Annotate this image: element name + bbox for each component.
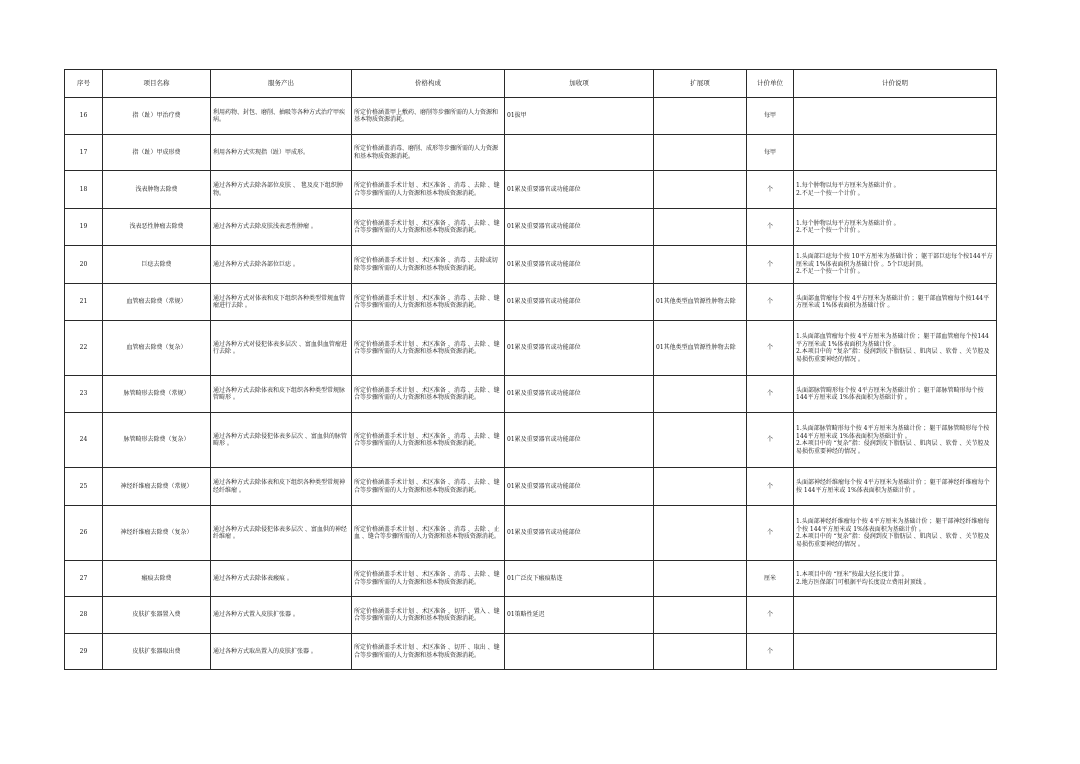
header-add: 加收项 [505, 70, 654, 98]
cell-unit: 个 [747, 634, 794, 670]
cell-unit: 个 [747, 284, 794, 321]
cell-name: 脉管畸形去除费（复杂） [103, 413, 211, 468]
cell-unit: 个 [747, 376, 794, 413]
table-row [65, 468, 997, 506]
cell-price: 所定价格涵盖手术计划 、术区准备 、消毒 、去除 、缝合等步骤所需的人力资源和基本物质资源消耗。 [352, 209, 505, 246]
table-row [65, 135, 997, 171]
cell-add: 01策略性延迟 [505, 597, 654, 634]
cell-ext [654, 209, 747, 246]
cell-name: 脉管畸形去除费（常规） [103, 376, 211, 413]
cell-ext [654, 506, 747, 561]
cell-price: 所定价格涵盖手术计划 、术区准备 、消毒 、去除或切除等步骤所需的人力资源和基本物质资源消耗。 [352, 246, 505, 284]
header-unit: 计价单位 [747, 70, 794, 98]
cell-output: 通过各种方式去除侵犯体表多层次 、富血供的神经纤维瘤 。 [211, 506, 352, 561]
cell-name: 指（趾）甲治疗费 [103, 98, 211, 135]
cell-seq: 17 [65, 135, 103, 171]
cell-ext [654, 634, 747, 670]
cell-note: 1.头面部脉管畸形每个按 4平方厘米为基础计价 ；躯干部脉管畸形每个按 144平方厘米或 1%体表面积为基础计价 。 2.本项目中的 “复杂”指：侵润到皮下脂肪层 、肌肉层 、软骨 、关节腔及易损伤重要神经的情况 。 [794, 413, 997, 468]
cell-price: 所定价格涵盖消毒、磨削、成形等步骤所需的人力资源和基本物质资源消耗。 [352, 135, 505, 171]
header-note: 计价说明 [794, 70, 997, 98]
cell-output: 通过各种方式去除侵犯体表多层次 、富血供的脉管畸形 。 [211, 413, 352, 468]
cell-note [794, 597, 997, 634]
cell-note: 头面部脉管畸形每个按 4平方厘米为基础计价 ；躯干部脉管畸形每个按 144平方厘米或 1%体表面积为基础计价 。 [794, 376, 997, 413]
cell-seq: 16 [65, 98, 103, 135]
cell-note: 1.每个肿物以每平方厘米为基础计价 。 2.不足一个按一个计价 。 [794, 209, 997, 246]
cell-unit: 个 [747, 468, 794, 506]
cell-seq: 24 [65, 413, 103, 468]
cell-ext: 01其他类型血管源性肿物去除 [654, 321, 747, 376]
cell-seq: 22 [65, 321, 103, 376]
table-row [65, 209, 997, 246]
cell-price: 所定价格涵盖手术计划 、术区准备 、消毒 、去除 、止血 、缝合等步骤所需的人力资源和基本物质资源消耗。 [352, 506, 505, 561]
cell-output: 通过各种方式置入皮肤扩张器 。 [211, 597, 352, 634]
cell-note [794, 634, 997, 670]
header-name: 项目名称 [103, 70, 211, 98]
cell-seq: 27 [65, 561, 103, 597]
cell-output: 通过各种方式去除体表瘢痕 。 [211, 561, 352, 597]
table-row [65, 413, 997, 468]
cell-output: 通过各种方式去除各部位皮肤 、 毯及皮下组织肿物。 [211, 171, 352, 209]
cell-name: 巨痣去除费 [103, 246, 211, 284]
cell-price: 所定价格涵盖手术计划 、术区准备 、消毒 、去除 、缝合等步骤所需的人力资源和基本物质资源消耗。 [352, 468, 505, 506]
table-row [65, 171, 997, 209]
cell-price: 所定价格涵盖手术计划 、术区准备 、消毒 、去除 、缝合等步骤所需的人力资源和基本物质资源消耗。 [352, 284, 505, 321]
cell-ext [654, 468, 747, 506]
cell-add: 01累及重要器官或功能部位 [505, 284, 654, 321]
table-row [65, 506, 997, 561]
cell-unit: 厘米 [747, 561, 794, 597]
cell-add: 01累及重要器官或功能部位 [505, 321, 654, 376]
header-ext: 扩展项 [654, 70, 747, 98]
cell-add: 01累及重要器官或功能部位 [505, 171, 654, 209]
cell-seq: 21 [65, 284, 103, 321]
cell-unit: 每甲 [747, 135, 794, 171]
cell-add: 01广泛皮下瘢痕粘连 [505, 561, 654, 597]
cell-output: 利用药物、封包、磨削、抽吸等各种方式治疗甲疾病。 [211, 98, 352, 135]
cell-add: 01累及重要器官或功能部位 [505, 413, 654, 468]
cell-output: 通过各种方式去除各部位巨痣 。 [211, 246, 352, 284]
cell-add [505, 135, 654, 171]
cell-seq: 18 [65, 171, 103, 209]
cell-add: 01累及重要器官或功能部位 [505, 468, 654, 506]
table-row [65, 321, 997, 376]
cell-name: 浅表肿物去除费 [103, 171, 211, 209]
cell-price: 所定价格涵盖手术计划 、术区准备 、切开 、取出 、缝合等步骤所需的人力资源和基本物质资源消耗。 [352, 634, 505, 670]
table-header-row [65, 70, 997, 98]
cell-add: 01拔甲 [505, 98, 654, 135]
cell-unit: 个 [747, 321, 794, 376]
cell-note: 1.每个肿物以每平方厘米为基础计价 。 2.不足一个按一个计价 。 [794, 171, 997, 209]
header-output: 服务产出 [211, 70, 352, 98]
cell-add: 01累及重要器官或功能部位 [505, 506, 654, 561]
cell-note: 1.本项目中的 “厘米”按最大径长度计算 。 2.地方医保部门可根据平均长度设立费用封顶线 。 [794, 561, 997, 597]
cell-unit: 个 [747, 209, 794, 246]
table-row [65, 98, 997, 135]
cell-seq: 19 [65, 209, 103, 246]
cell-note: 头面部血管瘤每个按 4平方厘米为基础计价 ；躯干部血管瘤每个按144平方厘米或 1%体表面积为基础计价 。 [794, 284, 997, 321]
cell-output: 通过各种方式对侵犯体表多层次 、富血供血管瘤进行去除 。 [211, 321, 352, 376]
cell-output: 通过各种方式对体表和皮下组织各种类型常规血管瘤进行去除 。 [211, 284, 352, 321]
cell-ext: 01其他类型血管源性肿物去除 [654, 284, 747, 321]
cell-ext [654, 246, 747, 284]
cell-unit: 个 [747, 171, 794, 209]
cell-unit: 个 [747, 246, 794, 284]
cell-ext [654, 171, 747, 209]
cell-note: 头面部神经纤维瘤每个按 4平方厘米为基础计价 ；躯干部神经纤维瘤每个按 144平方厘米或 1%体表面积为基础计价 。 [794, 468, 997, 506]
cell-output: 通过各种方式去除体表和皮下组织各种类型常规神经纤维瘤 。 [211, 468, 352, 506]
fee-table [64, 69, 997, 670]
cell-note: 1.头面部血管瘤每个按 4平方厘米为基础计价 ；躯干部血管瘤每个按144平方厘米或 1%体表面积为基础计价 。 2.本项目中的 “复杂”指：侵润到皮下脂肪层 、肌肉层 、软骨 、关节腔及易损伤重要神经的情况 。 [794, 321, 997, 376]
cell-unit: 每甲 [747, 98, 794, 135]
cell-name: 血管瘤去除费（复杂） [103, 321, 211, 376]
cell-seq: 20 [65, 246, 103, 284]
cell-add: 01累及重要器官或功能部位 [505, 376, 654, 413]
cell-seq: 28 [65, 597, 103, 634]
cell-note [794, 98, 997, 135]
cell-unit: 个 [747, 597, 794, 634]
table-row [65, 597, 997, 634]
cell-name: 指（趾）甲成形费 [103, 135, 211, 171]
cell-price: 所定价格涵盖手术计划 、术区准备 、消毒 、去除 、缝合等步骤所需的人力资源和基本物质资源消耗。 [352, 376, 505, 413]
cell-add: 01累及重要器官或功能部位 [505, 209, 654, 246]
cell-price: 所定价格涵盖手术计划 、术区准备 、消毒 、去除 、缝合等步骤所需的人力资源和基本物质资源消耗。 [352, 321, 505, 376]
cell-ext [654, 98, 747, 135]
cell-name: 血管瘤去除费（常规） [103, 284, 211, 321]
cell-add [505, 634, 654, 670]
table-row [65, 376, 997, 413]
cell-unit: 个 [747, 506, 794, 561]
cell-price: 所定价格涵盖手术计划 、术区准备 、消毒 、去除 、缝合等步骤所需的人力资源和基本物质资源消耗。 [352, 561, 505, 597]
cell-name: 神经纤维瘤去除费（常规） [103, 468, 211, 506]
cell-output: 通过各种方式取出置入的皮肤扩张器 。 [211, 634, 352, 670]
cell-ext [654, 597, 747, 634]
cell-note: 1.头面部神经纤维瘤每个按 4平方厘米为基础计价 ；躯干部神经纤维瘤每个按 144平方厘米或 1%体表面积为基础计价 。 2.本项目中的 “复杂”指：侵润到皮下脂肪层 、肌肉层 、软骨 、关节腔及易损伤重要神经的情况 。 [794, 506, 997, 561]
cell-seq: 29 [65, 634, 103, 670]
cell-ext [654, 135, 747, 171]
cell-unit: 个 [747, 413, 794, 468]
cell-add: 01累及重要器官或功能部位 [505, 246, 654, 284]
cell-ext [654, 561, 747, 597]
cell-seq: 23 [65, 376, 103, 413]
cell-ext [654, 413, 747, 468]
cell-output: 通过各种方式去除体表和皮下组织各种类型常规脉管畸形 。 [211, 376, 352, 413]
cell-seq: 25 [65, 468, 103, 506]
cell-price: 所定价格涵盖手术计划 、术区准备 、切开 、置入 、缝合等步骤所需的人力资源和基本物质资源消耗。 [352, 597, 505, 634]
cell-note [794, 135, 997, 171]
cell-ext [654, 376, 747, 413]
header-seq: 序号 [65, 70, 103, 98]
cell-note: 1.头面部巨痣每个按 10平方厘米为基础计价 ；躯干部巨痣每个按144平方厘米或 1%体表面积为基础计价 。5个巨痣封顶。 2.不足一个按一个计价 。 [794, 246, 997, 284]
cell-output: 利用各种方式实现指（趾）甲成形。 [211, 135, 352, 171]
cell-name: 皮肤扩张器置入费 [103, 597, 211, 634]
table-row [65, 284, 997, 321]
table-row [65, 246, 997, 284]
table-row [65, 634, 997, 670]
cell-name: 神经纤维瘤去除费（复杂） [103, 506, 211, 561]
cell-seq: 26 [65, 506, 103, 561]
cell-price: 所定价格涵盖手术计划 、术区准备 、消毒 、去除 、缝合等步骤所需的人力资源和基本物质资源消耗。 [352, 171, 505, 209]
cell-name: 皮肤扩张器取出费 [103, 634, 211, 670]
cell-name: 瘢痕去除费 [103, 561, 211, 597]
table-row [65, 561, 997, 597]
cell-name: 浅表恶性肿瘤去除费 [103, 209, 211, 246]
cell-output: 通过各种方式去除皮肤浅表恶性肿瘤 。 [211, 209, 352, 246]
cell-price: 所定价格涵盖甲上敷药、磨削等步骤所需的人力资源和基本物质资源消耗。 [352, 98, 505, 135]
header-price: 价格构成 [352, 70, 505, 98]
cell-price: 所定价格涵盖手术计划 、术区准备 、消毒 、去除 、缝合等步骤所需的人力资源和基本物质资源消耗。 [352, 413, 505, 468]
